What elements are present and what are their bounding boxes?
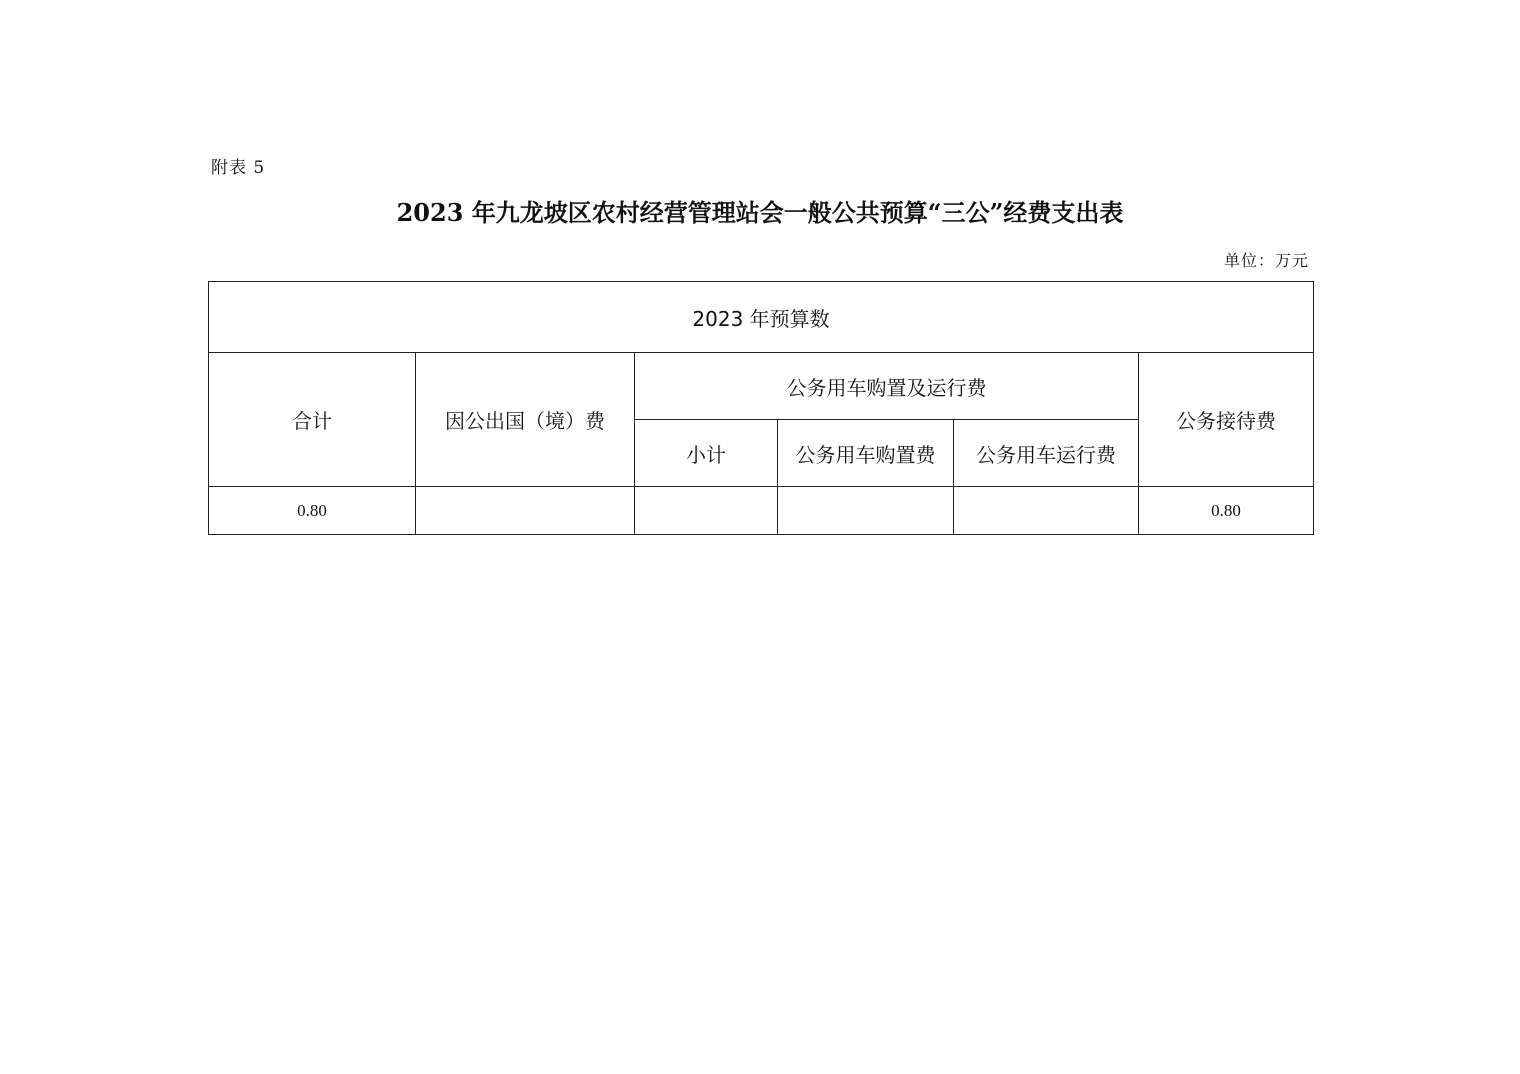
cell-total: 0.80: [209, 487, 416, 535]
cell-overseas: [416, 487, 635, 535]
table-top-header-row: [209, 282, 1314, 353]
table-header-row-1: [209, 353, 1314, 420]
header-vehicle-group: 公务用车购置及运行费: [635, 353, 1139, 420]
header-vehicle-operation: 公务用车运行费: [954, 420, 1139, 487]
header-total: 合计: [209, 353, 416, 487]
cell-reception: 0.80: [1139, 487, 1314, 535]
unit-label: 单位：万元: [1223, 251, 1309, 270]
header-overseas: 因公出国（境）费: [416, 353, 635, 487]
annex-label: 附表 5: [211, 158, 266, 178]
cell-vehicle-purchase: [778, 487, 954, 535]
header-vehicle-purchase: 公务用车购置费: [778, 420, 954, 487]
header-reception: 公务接待费: [1139, 353, 1314, 487]
cell-vehicle-operation: [954, 487, 1139, 535]
three-public-expenses-table: [208, 281, 1314, 535]
table-row: [209, 487, 1314, 535]
budget-year-header: 2023 年预算数: [209, 282, 1314, 353]
document-title: 2023 年九龙坡区农村经营管理站会一般公共预算“三公”经费支出表: [396, 198, 1124, 227]
header-vehicle-subtotal: 小计: [635, 420, 778, 487]
cell-vehicle-subtotal: [635, 487, 778, 535]
